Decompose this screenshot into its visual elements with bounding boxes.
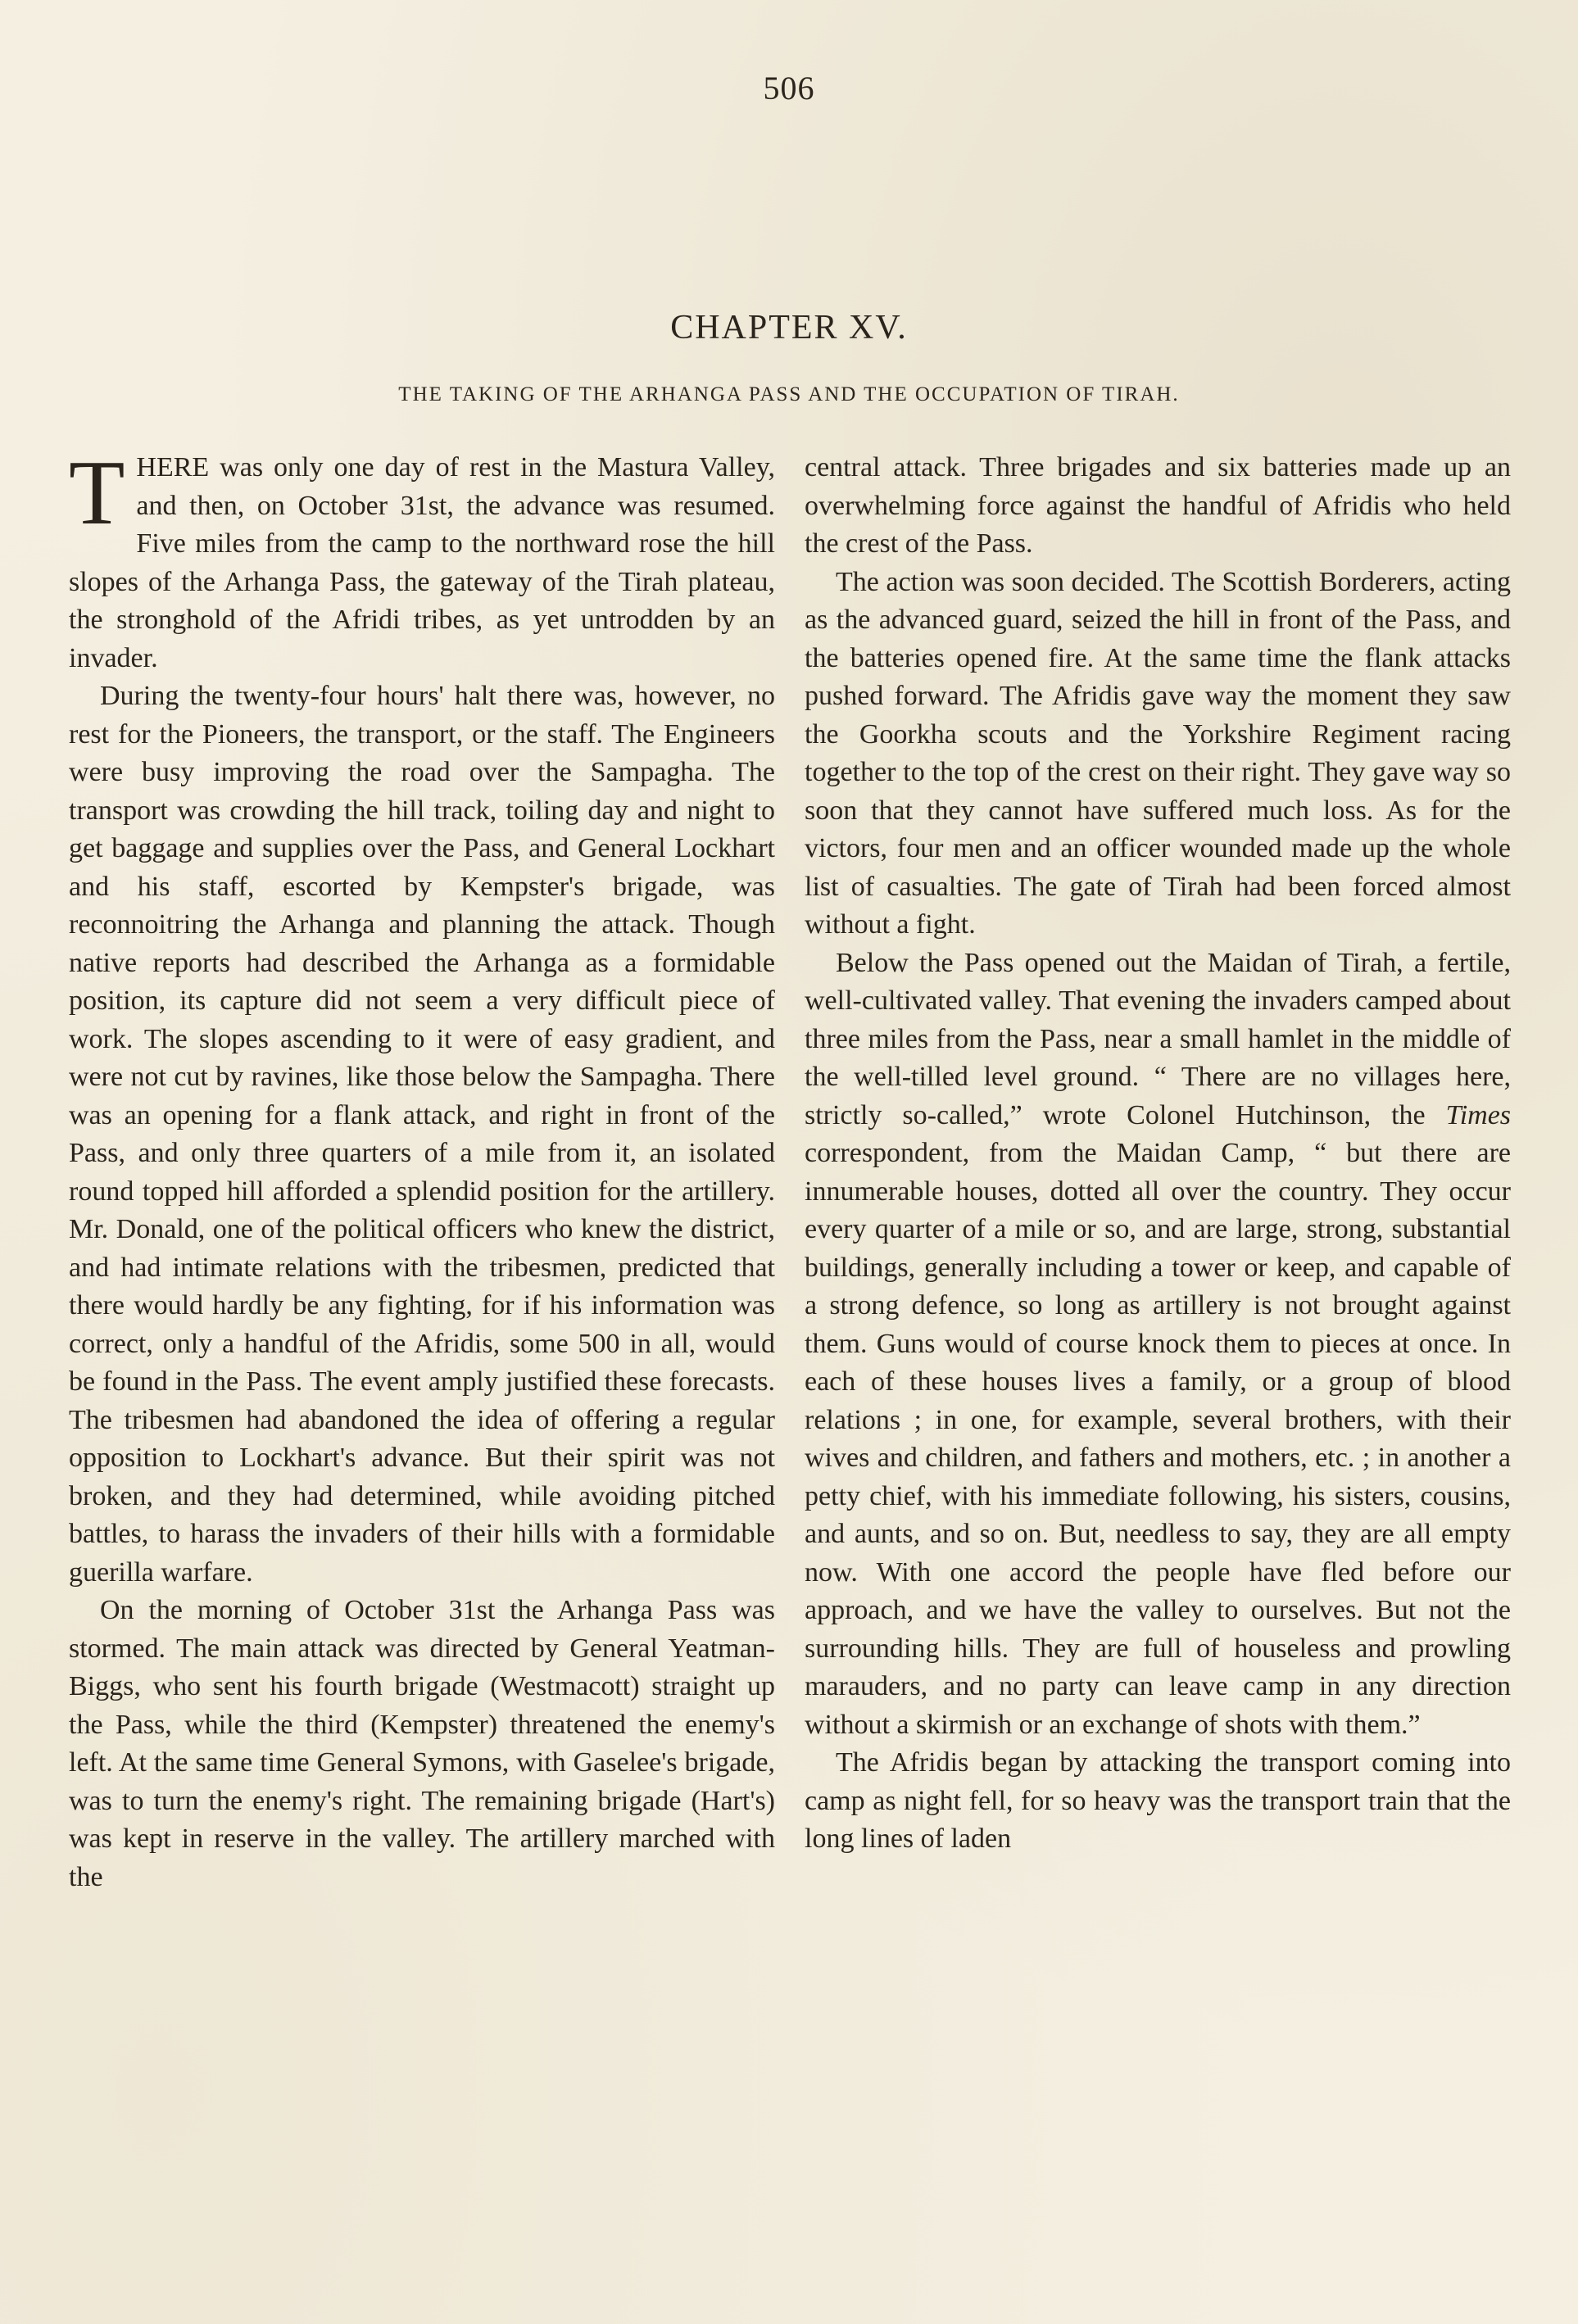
chapter-subtitle: THE TAKING OF THE ARHANGA PASS AND THE OCCUPATION OF TIRAH. — [398, 383, 1180, 405]
paragraph-2: During the twenty-four hours' halt there was, however, no rest for the Pioneers, the transport, or the staff. The Engineers were busy improving the road over the Sampagha. The transport was crowding the hill track, toiling day and night to get baggage and supplies over the Pass, and General Lockhart and his staff, escorted by Kempster's brigade, was reconnoitring the Arhanga and planning the attack. Though native reports had described the Arhanga as a formidable position, its capture did not seem a very difficult piece of work. The slopes ascending to it were of easy gradient, and were not cut by ravines, like those below the Sampagha. There was an opening for a flank attack, and right in front of the Pass, and only three quarters of a mile from it, an isolated round topped hill afforded a splendid position for the artillery. Mr. Donald, one of the political officers who knew the district, and had intimate relations with the tribesmen, predicted that there would hardly be any fighting, for if his information was correct, only a handful of the Afridis, some 500 in all, would be found in the Pass. The event amply justified these forecasts. The tribesmen had abandoned the idea of offering a regular opposition to Lockhart's advance. But their spirit was not broken, and they had determined, while avoiding pitched battles, to harass the invaders of their hills with a formidable guerilla warfare. — [69, 681, 775, 1588]
paragraph-1 — [69, 442, 775, 677]
paragraph-6: The Afridis began by attacking the transport coming into camp as night fell, for so heavy was the transport train that the long lines of laden — [805, 1747, 1511, 1854]
page-number: 506 — [763, 70, 815, 106]
paragraph-5 — [805, 945, 1511, 1745]
paragraph-1-text: HERE was only one day of rest in the Mastura Valley, and then, on October 31st, the advance was resumed. Five miles from the camp to the northward rose the hill slopes of the Arhanga Pass, the gateway of the Tirah plateau, the stronghold of the Afridi tribes, as yet untrodden by an invader. — [69, 452, 775, 673]
paragraph-continued: central attack. Three brigades and six batteries made up an overwhelming force against the handful of Afridis who held the crest of the Pass. — [805, 452, 1511, 559]
chapter-title: CHAPTER XV. — [670, 309, 908, 347]
paragraph-3: On the morning of October 31st the Arhanga Pass was stormed. The main attack was directed by General Yeatman-Biggs, who sent his fourth brigade (Westmacott) straight up the Pass, while the third (Kempster) threatened the enemy's left. At the same time General Symons, with Gaselee's brigade, was to turn the enemy's right. The remaining brigade (Hart's) was kept in reserve in the valley. The artillery marched with the — [69, 1595, 775, 1892]
right-column — [805, 449, 1511, 1859]
drop-cap: T — [69, 442, 125, 544]
left-column — [69, 442, 775, 1896]
paragraph-5-start: Below the Pass opened out the Maidan of Tirah, a fertile, well-cultivated valley. That evening the invaders camped about three miles from the Pass, near a small hamlet in the middle of the well-tilled level ground. “ There are no villages here, strictly so-called,” wrote Colonel Hutchinson, the — [805, 947, 1511, 1130]
paragraph-4: The action was soon decided. The Scottish Borderers, acting as the advanced guard, seized the hill in front of the Pass, and the batteries opened fire. At the same time the flank attacks pushed forward. The Afridis gave way the moment they saw the Goorkha scouts and the Yorkshire Regiment racing together to the top of the crest on their right. They gave way so soon that they cannot have suffered much loss. As for the victors, four men and an officer wounded made up the whole list of casualties. The gate of Tirah had been forced almost without a fight. — [805, 566, 1511, 940]
newspaper-title: Times — [1445, 1099, 1512, 1130]
paragraph-5-end: correspondent, from the Maidan Camp, “ but there are innumerable houses, dotted all over the country. They occur every quarter of a mile or so, and are large, strong, substantial buildings, generally including a tower or keep, and capable of a strong defence, so long as artillery is not brought against them. Guns would of course knock them to pieces at once. In each of these houses lives a family, or a group of blood relations ; in one, for example, several brothers, with their wives and children, and fathers and mothers, etc. ; in another a petty chief, with his immediate following, his sisters, cousins, and aunts, and so on. But, needless to say, they are all empty now. With one accord the people have fled before our approach, and we have the valley to ourselves. But not the surrounding hills. They are full of houseless and prowling marauders, and no party can leave camp in any direction without a skirmish or an exchange of shots with them.” — [805, 1138, 1511, 1740]
